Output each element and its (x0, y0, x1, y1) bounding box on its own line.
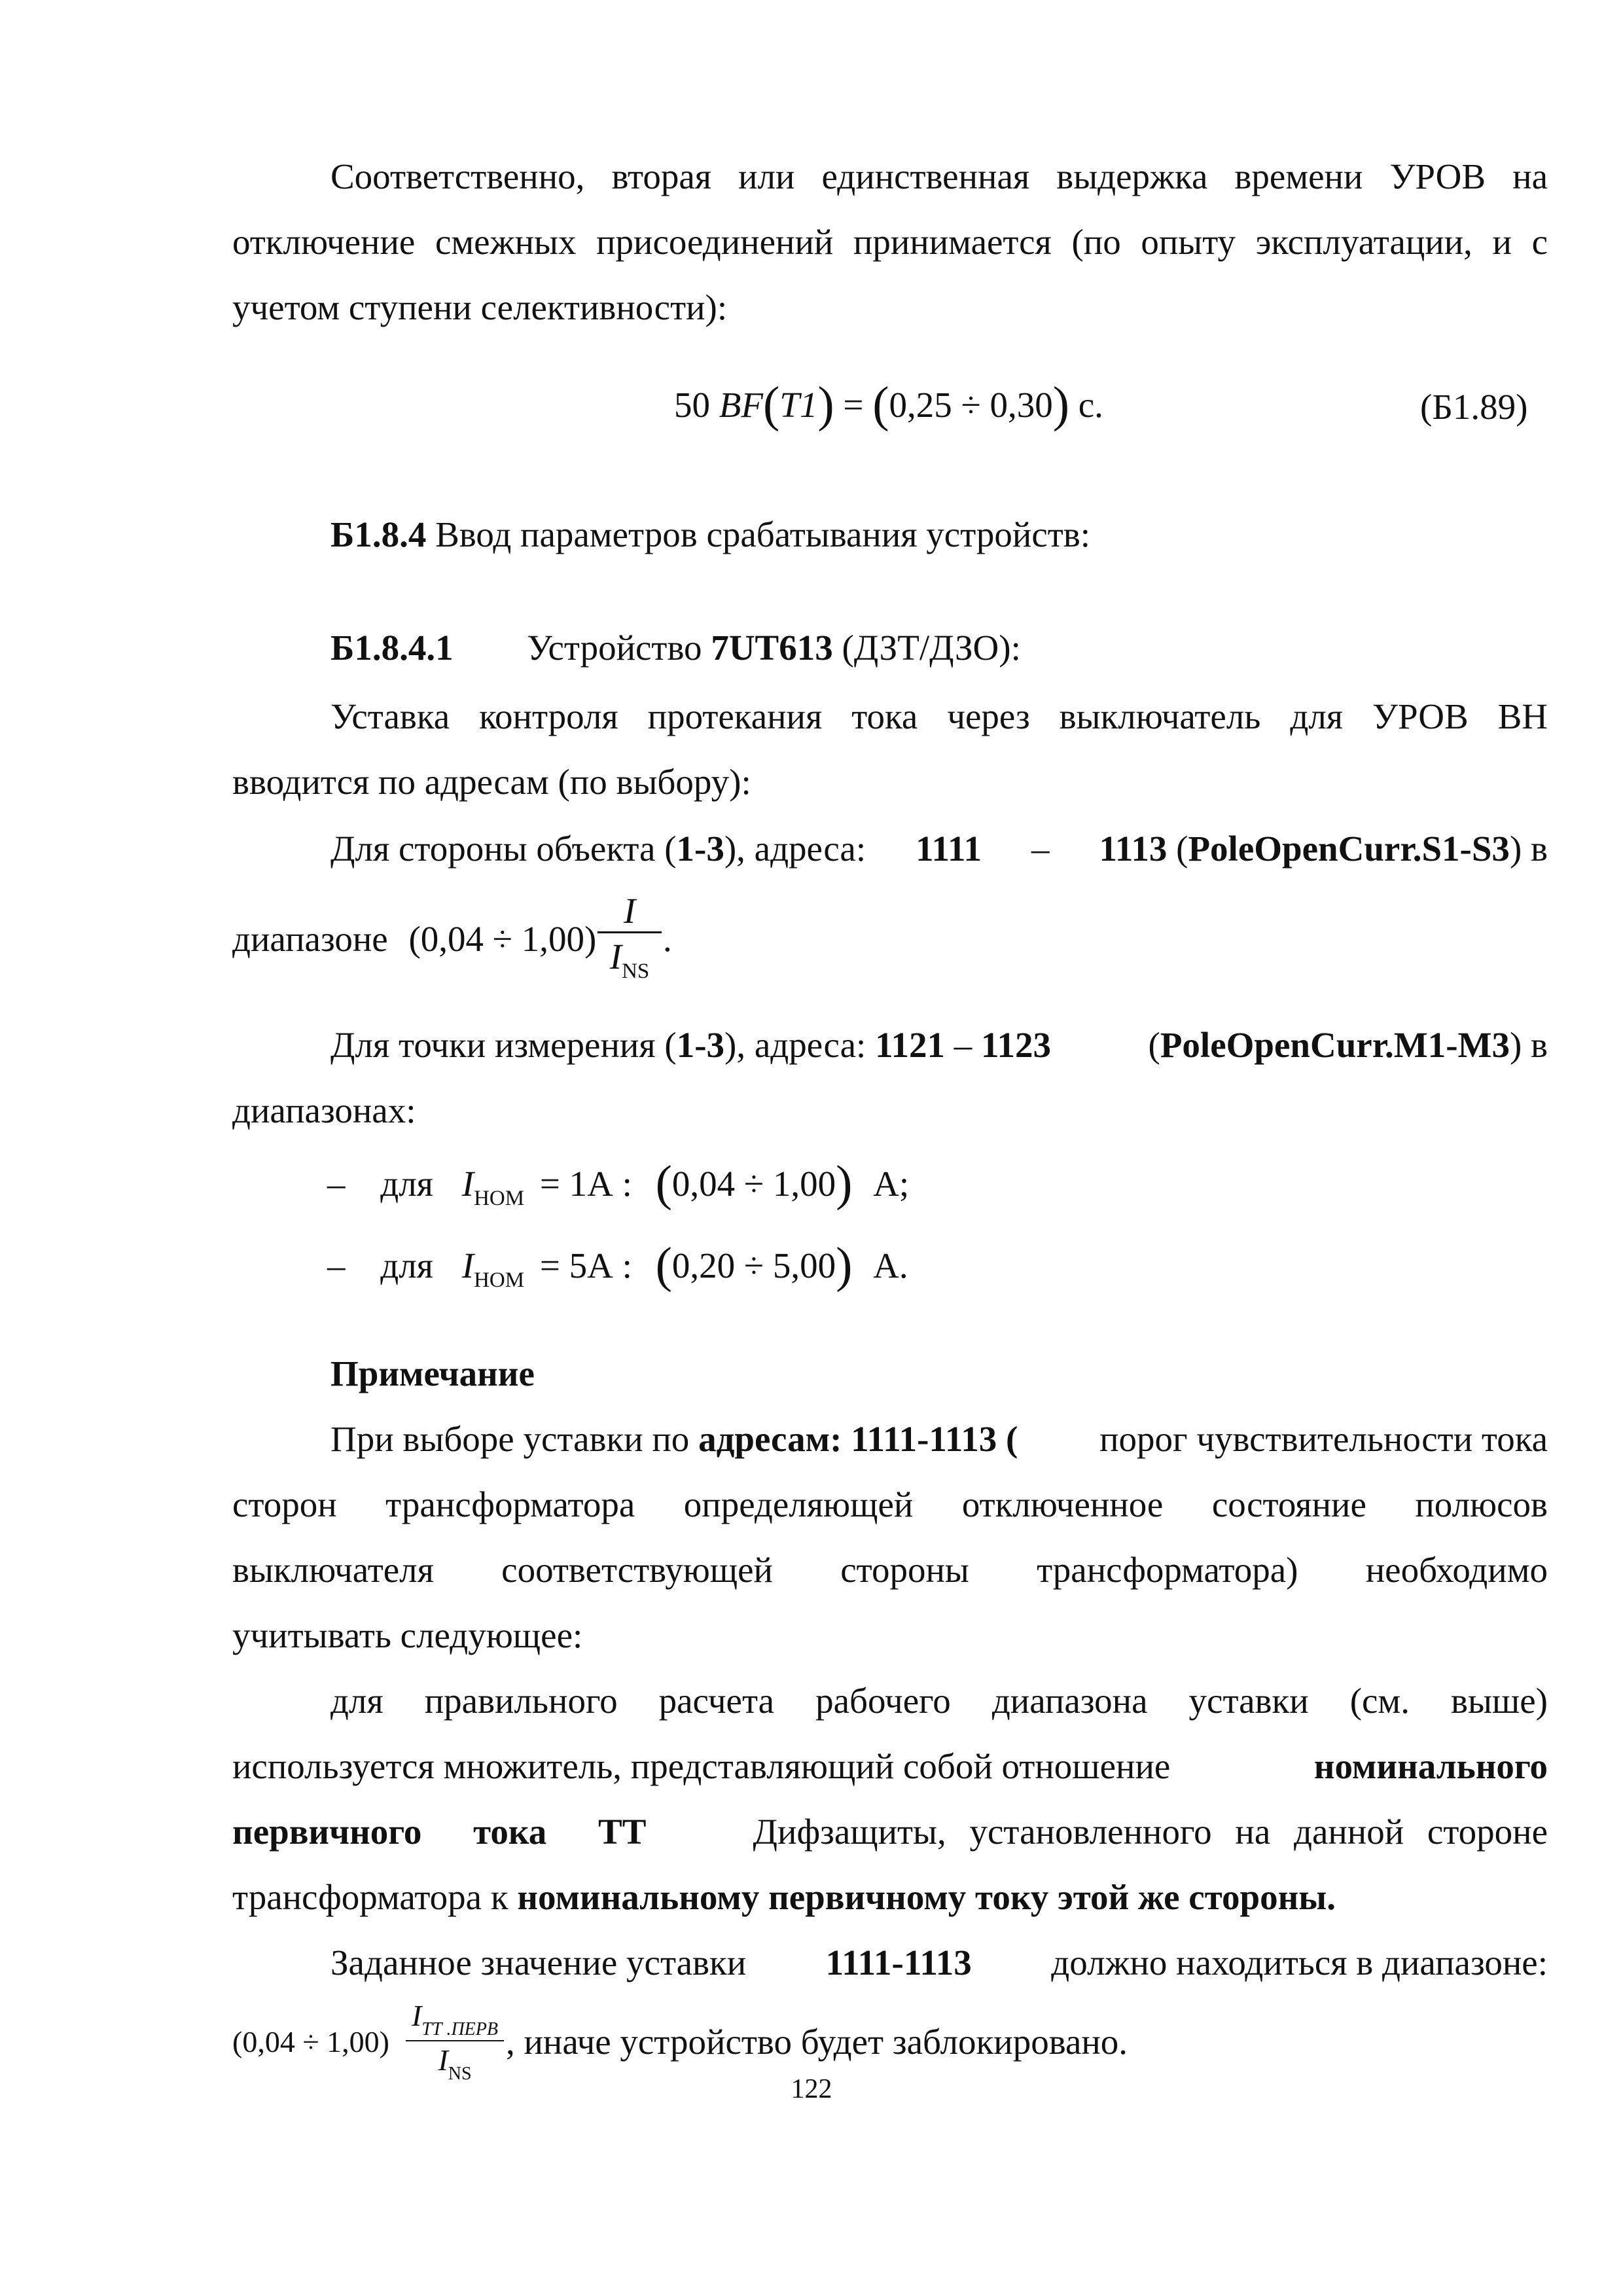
section-heading: Б1.8.4 Ввод параметров срабатывания устройств: (330, 514, 1091, 554)
note-line4: учитывать следующее: (232, 1615, 583, 1655)
subsection-heading: Б1.8.4.1 Устройство 7UT613 (ДЗТ/ДЗО): (330, 628, 1021, 668)
note-line7: первичного тока ТТ Дифзащиты, установленного на данной стороне (232, 1812, 1548, 1852)
equation-b1-89: 50 BF(T1) = (0,25 ÷ 0,30) с. (674, 377, 1103, 432)
note-line6: используется множитель, представляющий собой отношение номинального (232, 1746, 1548, 1786)
note-line8: трансформатора к номинальному первичному току этой же стороны. (232, 1877, 1336, 1917)
p1-line3: учетом ступени селективности): (232, 287, 728, 327)
note-line2: сторон трансформатора определяющей отключенное состояние полюсов (232, 1484, 1548, 1524)
p2-line1: Уставка контроля протекания тока через выключатель для УРОВ ВН (330, 696, 1548, 736)
equation-number: (Б1.89) (1420, 387, 1528, 427)
note-line3: выключателя соответствующей стороны трансформатора) необходимо (232, 1550, 1548, 1590)
p3-line1: Для стороны объекта (1-3), адреса: 1111 – 1113 (PoleOpenCurr.S1-S3) в (330, 829, 1548, 869)
fraction-i-over-ins: I $I_{NS}$ (597, 890, 662, 984)
p1-line1: Соответственно, вторая или единственная выдержка времени УРОВ на (330, 156, 1548, 196)
note-line5: для правильного расчета рабочего диапазона уставки (см. выше) (330, 1681, 1548, 1721)
p4-line2: диапазонах: (232, 1090, 416, 1130)
note-line1: При выборе уставки по адресам: 1111-1113 ( порог чувствительности тока (330, 1419, 1548, 1459)
p3-line2: диапазоне (0,04 ÷ 1,00) (232, 919, 597, 959)
note-line9: Заданное значение уставки 1111-1113 должно находиться в диапазоне: (330, 1943, 1548, 1982)
p3-dot: . (663, 919, 672, 959)
bullet-item: – для $I_{НОМ} = 1А$ : (0,04 ÷ 1,00) А; (327, 1156, 910, 1211)
note-title: Примечание (330, 1354, 535, 1393)
note-tail: , иначе устройство будет заблокировано. (506, 2022, 1128, 2062)
p4-line1: Для точки измерения (1-3), адреса: 1121 – 1123 (PoleOpenCurr.M1-M3) в (330, 1025, 1548, 1065)
page-number: 122 (791, 2074, 832, 2104)
p2-line2: вводится по адресам (по выбору): (232, 762, 751, 802)
bullet-item: – для $I_{НОМ} = 5А$ : (0,20 ÷ 5,00) А. (327, 1238, 908, 1293)
fraction-itt-over-ins: $I_{ТТ .ПЕРВ}$ $I_{NS}$ (406, 1998, 504, 2085)
p1-line2: отключение смежных присоединений принимается (по опыту эксплуатации, и с (232, 222, 1548, 262)
note-range: (0,04 ÷ 1,00) (232, 2025, 389, 2058)
